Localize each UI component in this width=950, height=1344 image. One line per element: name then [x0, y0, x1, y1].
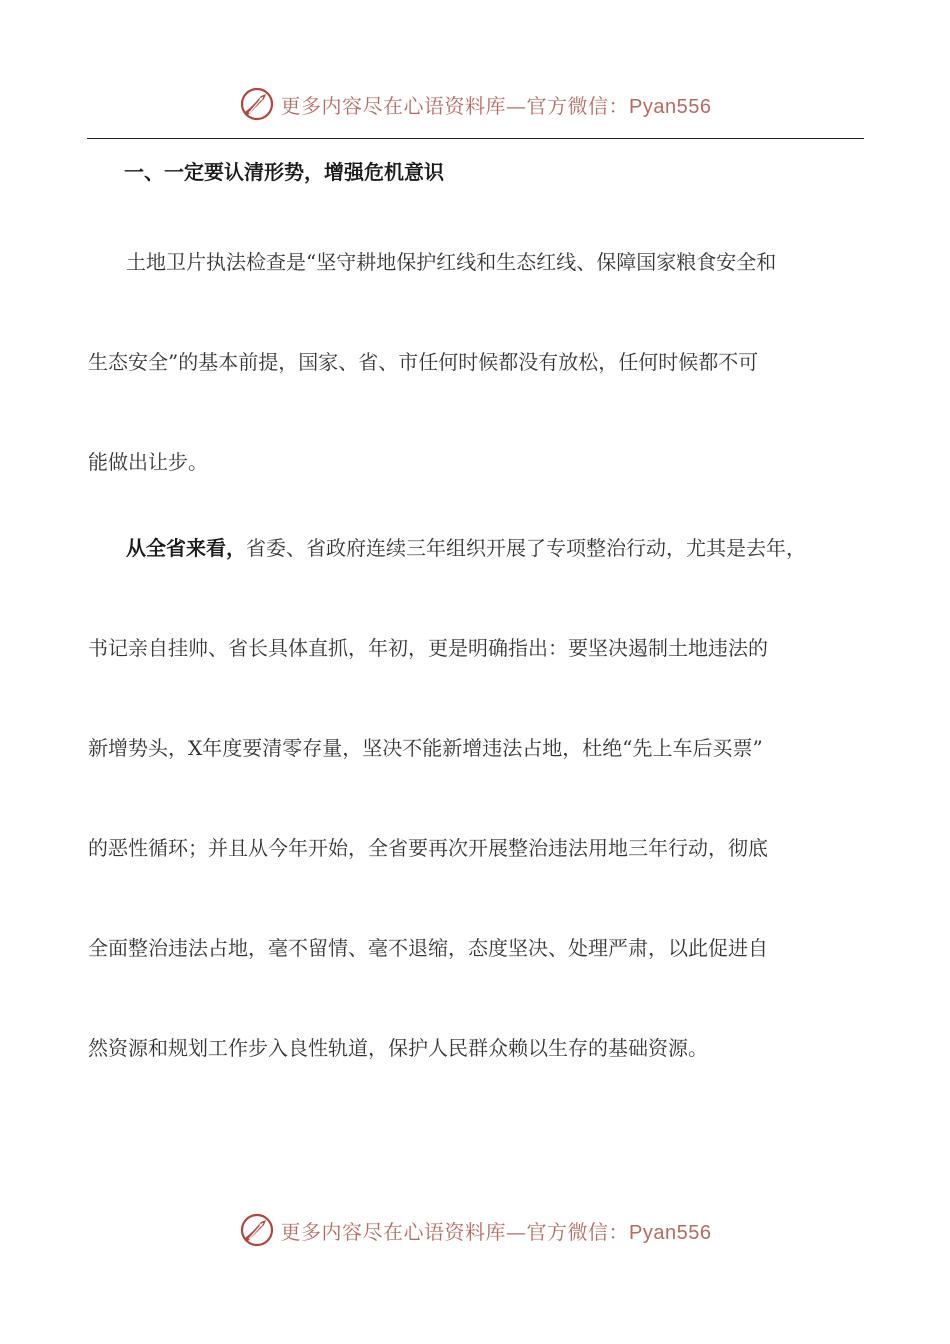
paragraph2-line-6: 然资源和规划工作步入良性轨道，保护人民群众赖以生存的基础资源。	[88, 1036, 708, 1060]
wechat-id: Pyan556	[629, 1221, 712, 1244]
paragraph1-line-3: 能做出让步。	[88, 450, 208, 474]
footer-banner	[0, 1210, 950, 1250]
pen-nib-logo-icon	[239, 1212, 275, 1248]
paragraph2-lead: 从全省来看，	[126, 536, 246, 560]
section-heading: 一、一定要认清形势，增强危机意识	[124, 160, 444, 184]
paragraph1-line-2: 生态安全”的基本前提，国家、省、市任何时候都没有放松，任何时候都不可	[88, 350, 759, 374]
wechat-id: Pyan556	[629, 95, 712, 118]
banner-text: 更多内容尽在心语资料库—官方微信：Pyan556	[280, 1219, 712, 1244]
header-banner	[0, 84, 950, 124]
header-divider	[87, 138, 864, 139]
paragraph2-line-2: 书记亲自挂帅、省长具体直抓，年初，更是明确指出：要坚决遏制土地违法的	[88, 636, 768, 660]
banner-text: 更多内容尽在心语资料库—官方微信：Pyan556	[280, 93, 712, 118]
paragraph2-line-5: 全面整治违法占地，毫不留情、毫不退缩，态度坚决、处理严肃，以此促进自	[88, 936, 768, 960]
paragraph2-line-3: 新增势头，X年度要清零存量，坚决不能新增违法占地，杜绝“先上车后买票”	[88, 736, 763, 760]
paragraph2-line-4: 的恶性循环；并且从今年开始，全省要再次开展整治违法用地三年行动，彻底	[88, 836, 768, 860]
paragraph2-line-1	[126, 532, 806, 561]
pen-nib-logo-icon	[239, 86, 275, 122]
paragraph2-first-rest: 省委、省政府连续三年组织开展了专项整治行动，尤其是去年，	[246, 536, 806, 560]
paragraph1-line-1: 土地卫片执法检查是“坚守耕地保护红线和生态红线、保障国家粮食安全和	[126, 250, 777, 274]
